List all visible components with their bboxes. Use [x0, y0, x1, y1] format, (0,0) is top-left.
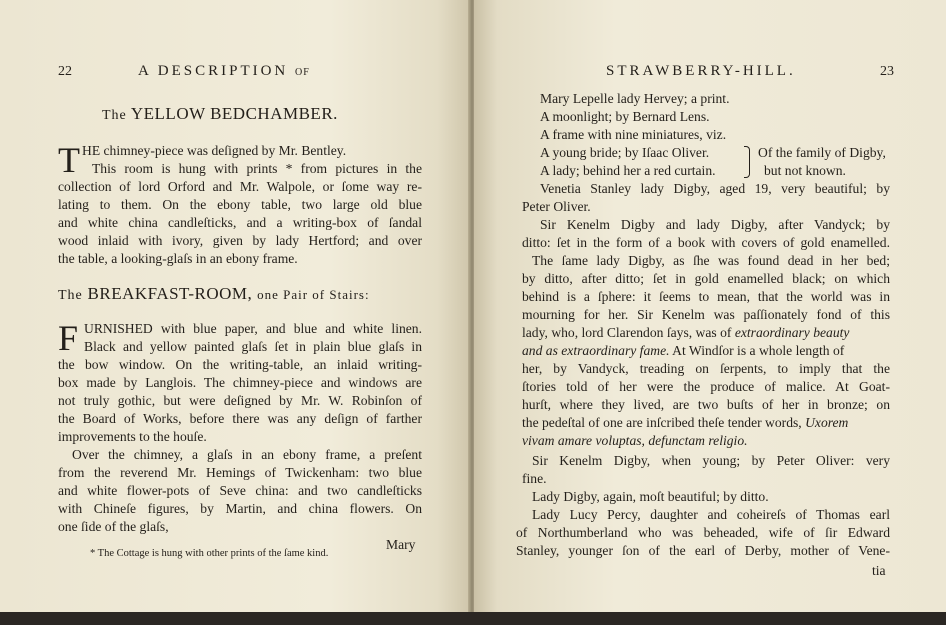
text-line — [522, 414, 848, 432]
text-line: Peter Oliver. — [522, 199, 591, 214]
heading-article: The — [58, 288, 83, 303]
text-line: her, by Vandyck, treading on ſerpents, to imply that the — [522, 361, 890, 376]
running-head-right: STRAWBERRY-HILL. — [606, 63, 796, 79]
text-line: A frame with nine miniatures, viz. — [540, 127, 727, 142]
text-line: with Chineſe figures, by Martin, and china flowers. On — [58, 501, 422, 516]
book-bottom-edge — [0, 612, 946, 625]
italic-text: extraordinary beauty — [734, 325, 850, 340]
heading-article: The — [102, 108, 127, 123]
catchword-right: tia — [872, 563, 886, 578]
brace-note: Of the family of Digby, — [758, 145, 886, 160]
text-line: not truly gothic, but were deſigned by Mr. W. Robinſon of — [58, 393, 422, 408]
text-line: Lady Digby, again, moſt beautiful; by ditto. — [532, 489, 769, 504]
text-line: wood inlaid with ivory, given by lady Hertford; and over — [58, 233, 422, 248]
text-line: The ſame lady Digby, as ſhe was found dead in her bed; — [532, 253, 890, 268]
text-line: Black and yellow painted glaſs ſet in plain blue glaſs in — [84, 339, 422, 354]
text-line: Stanley, younger ſon of the earl of Derby, mother of Vene- — [516, 543, 890, 558]
text-span: the pedeſtal of one are inſcribed theſe tender words, — [522, 415, 802, 430]
text-line: Mary Lepelle lady Hervey; a print. — [540, 91, 730, 106]
page-number-right: 23 — [880, 64, 894, 79]
text-line: hurſt, where they lived, are two buſts of her in bronze; on — [522, 397, 890, 412]
catchword-left: Mary — [386, 537, 416, 552]
text-line: Over the chimney, a glaſs in an ebony frame, a preſent — [72, 447, 422, 462]
text-line: Venetia Stanley lady Digby, aged 19, very beautiful; by — [540, 181, 890, 196]
brace-mark — [744, 146, 750, 178]
running-head-text: A DESCRIPTION — [138, 63, 289, 79]
text-line: ſtories told of her were the produce of malice. At Goat- — [522, 379, 890, 394]
page-number-left: 22 — [58, 64, 72, 79]
text-line: the Board of Works, before there was any deſign of farther — [58, 411, 422, 426]
text-line — [522, 324, 849, 342]
left-page — [0, 0, 470, 625]
text-line: and white flower-pots of Seve china: and two candleſticks — [58, 483, 422, 498]
text-line: lating to them. On the ebony table, two large old blue — [58, 197, 422, 212]
brace-note: but not known. — [764, 163, 846, 178]
drop-cap-t: T — [58, 140, 80, 180]
text-line: improvements to the houſe. — [58, 429, 207, 444]
heading-title: BREAKFAST-ROOM, — [87, 284, 253, 303]
text-line: the bow window. On the writing-table, an inlaid writing- — [58, 357, 422, 372]
text-span: lady, who, lord Clarendon ſays, was of — [522, 325, 732, 340]
text-line: Sir Kenelm Digby, when young; by Peter Oliver: very — [532, 453, 890, 468]
text-line: the table, a looking-glaſs in an ebony frame. — [58, 251, 298, 266]
text-line: Sir Kenelm Digby and lady Digby, after Vandyck; by — [540, 217, 890, 232]
text-line: of Northumberland who was beheaded, wife of ſir Edward — [516, 525, 890, 540]
text-line: URNISHED with blue paper, and blue and white linen. — [84, 321, 422, 336]
text-line: one ſide of the glaſs, — [58, 519, 169, 534]
text-line: collection of lord Orford and Mr. Walpole, or ſome way re- — [58, 179, 422, 194]
heading-subtitle: one Pair of Stairs: — [257, 287, 370, 302]
text-line: HE chimney-piece was deſigned by Mr. Bentley. — [82, 143, 347, 158]
text-line: from the reverend Mr. Hemings of Twickenham: two blue — [58, 465, 422, 480]
text-line: A lady; behind her a red curtain. — [540, 163, 716, 178]
italic-text: and as extraordinary fame. — [522, 343, 670, 358]
text-line: A moonlight; by Bernard Lens. — [540, 109, 710, 124]
text-line: ditto: ſet in the form of a book with covers of gold enamelled. — [522, 235, 890, 250]
running-head-of: OF — [295, 67, 310, 78]
text-line — [522, 342, 844, 360]
text-line: and white china candleſticks, and a writing-box of ſandal — [58, 215, 422, 230]
footnote: * The Cottage is hung with other prints of the ſame kind. — [90, 548, 329, 559]
section-heading-yellow-bedchamber — [102, 104, 338, 124]
text-line: box made by Langlois. The chimney-piece and windows are — [58, 375, 422, 390]
text-line: mourning for her. Sir Kenelm was paſſionately fond of this — [522, 307, 890, 322]
italic-text: Uxorem — [805, 415, 849, 430]
text-line-italic: vivam amare voluptas, defunctam religio. — [522, 433, 748, 448]
right-page — [474, 0, 946, 625]
running-head-left — [138, 63, 310, 80]
text-span: At Windſor is a whole length of — [672, 343, 845, 358]
text-line: fine. — [522, 471, 547, 486]
drop-cap-f: F — [58, 318, 79, 358]
heading-title: YELLOW BEDCHAMBER. — [130, 104, 338, 123]
text-line: by ditto, after ditto; ſet in gold enamelled black; on which — [522, 271, 890, 286]
text-line: This room is hung with prints * from pictures in the — [92, 161, 422, 176]
text-line: Lady Lucy Percy, daughter and coheireſs of Thomas earl — [532, 507, 890, 522]
text-line: A young bride; by Iſaac Oliver. — [540, 145, 710, 160]
text-line: behind is a ſphere: it ſeems to mean, that the world was in — [522, 289, 890, 304]
section-heading-breakfast-room — [58, 284, 370, 304]
